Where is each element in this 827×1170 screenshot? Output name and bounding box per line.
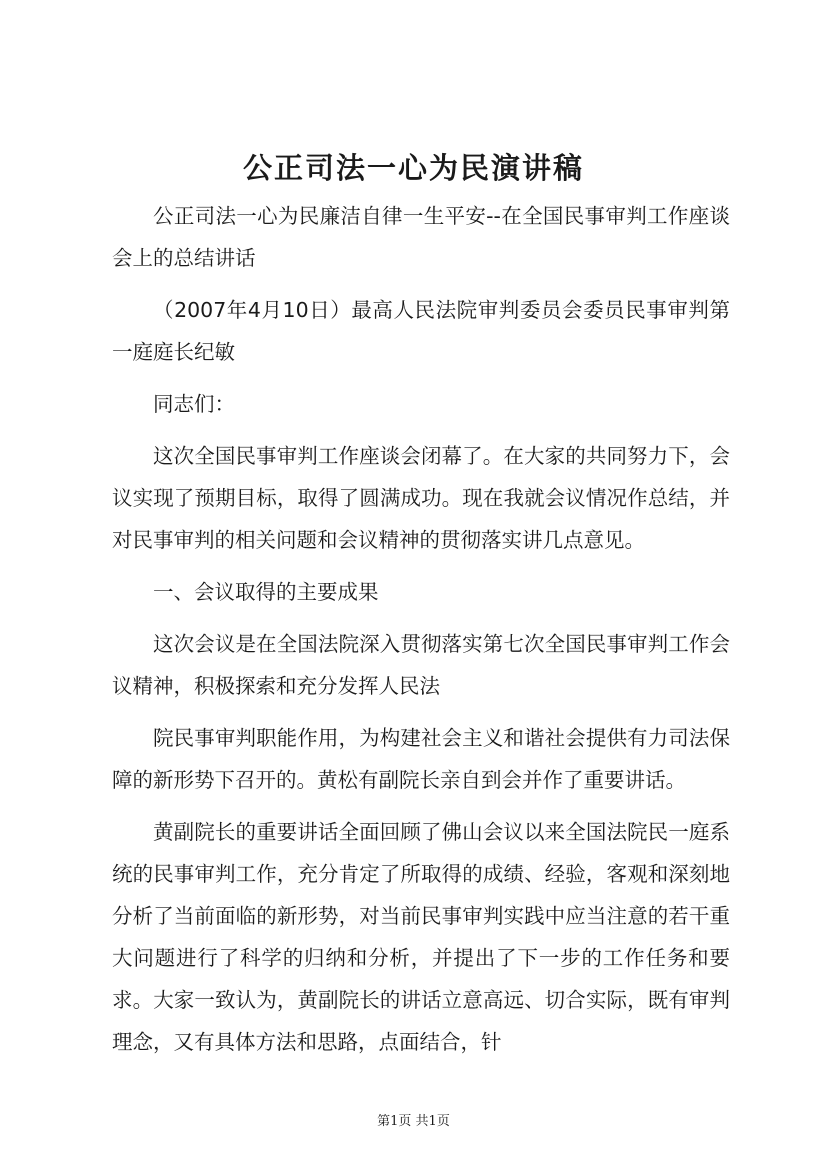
paragraph: 院民事审判职能作用，为构建社会主义和谐社会提供有力司法保障的新形势下召开的。黄松有副院长亲自到会并作了重要讲话。 [112,726,730,792]
paragraph: （2007年4月10日）最高人民法院审判委员会委员民事审判第一庭庭长纪敏 [112,298,730,364]
paragraph: 黄副院长的重要讲话全面回顾了佛山会议以来全国法院民一庭系统的民事审判工作，充分肯定了所取得的成绩、经验，客观和深刻地分析了当前面临的新形势，对当前民事审判实践中应当注意的若干重大问题进行了科学的归纳和分析，并提出了下一步的工作任务和要求。大家一致认为，黄副院长的讲话立意高远、切合实际，既有审判理念，又有具体方法和思路，点面结合，针 [112,820,730,1054]
paragraph: 同志们： [153,392,235,416]
document-title: 公正司法一心为民演讲稿 [242,151,584,185]
page-footer: 第1页 共1页 [377,1114,450,1129]
paragraph: 公正司法一心为民廉洁自律一生平安--在全国民事审判工作座谈会上的总结讲话 [112,204,730,270]
paragraph: 这次全国民事审判工作座谈会闭幕了。在大家的共同努力下，会议实现了预期目标，取得了圆满成功。现在我就会议情况作总结，并对民事审判的相关问题和会议精神的贯彻落实讲几点意见。 [112,444,730,552]
paragraph: 这次会议是在全国法院深入贯彻落实第七次全国民事审判工作会议精神，积极探索和充分发挥人民法 [112,632,730,698]
section-heading: 一、会议取得的主要成果 [153,580,379,604]
document-body [112,195,730,1073]
